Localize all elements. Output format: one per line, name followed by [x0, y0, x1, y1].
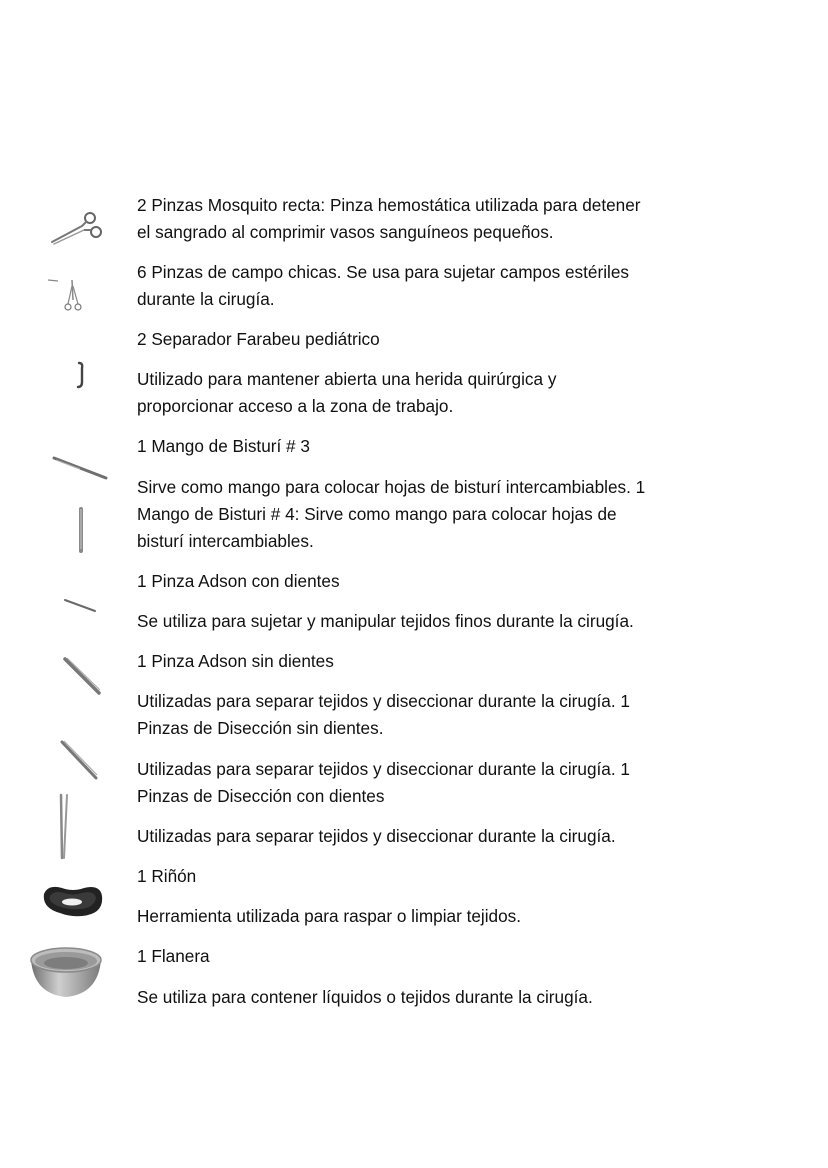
text-line-campo-1: 6 Pinzas de campo chicas. Se usa para sujetar campos estériles: [137, 262, 630, 282]
farabeuf-retractor-icon: [74, 360, 88, 390]
text-line-farabeu-1: Utilizado para mantener abierta una herida quirúrgica y: [137, 369, 557, 389]
dissection-forceps-with-teeth-icon: [54, 792, 74, 862]
adson-forceps-without-teeth-icon: [60, 654, 104, 698]
kidney-dish-icon: [40, 882, 106, 922]
text-line-campo-2: durante la cirugía.: [137, 289, 275, 309]
text-line-diseccion-sin-1: Utilizadas para separar tejidos y diseccionar durante la cirugía. 1: [137, 691, 630, 711]
text-line-rinon-title: 1 Riñón: [137, 866, 197, 886]
text-line-bisturi-1: Sirve como mango para colocar hojas de bisturí intercambiables. 1: [137, 477, 646, 497]
text-line-farabeu-title: 2 Separador Farabeu pediátrico: [137, 329, 380, 349]
text-line-mosquito-2: el sangrado al comprimir vasos sanguíneos pequeños.: [137, 222, 554, 242]
adson-forceps-with-teeth-icon: [62, 596, 98, 616]
scalpel-handle-4-icon: [74, 504, 88, 556]
text-line-bisturi-2: Mango de Bisturi # 4: Sirve como mango para colocar hojas de: [137, 504, 617, 524]
towel-clamp-icon: [44, 274, 88, 314]
text-line-bisturi-3: bisturí intercambiables.: [137, 531, 314, 551]
mosquito-forceps-icon: [48, 208, 106, 248]
text-line-adson-sin-title: 1 Pinza Adson sin dientes: [137, 651, 334, 671]
text-line-diseccion-con-1: Utilizadas para separar tejidos y diseccionar durante la cirugía. 1: [137, 759, 630, 779]
text-line-diseccion-con-2: Pinzas de Disección con dientes: [137, 786, 385, 806]
text-line-farabeu-2: proporcionar acceso a la zona de trabajo.: [137, 396, 454, 416]
text-line-mosquito-1: 2 Pinzas Mosquito recta: Pinza hemostática utilizada para detener: [137, 195, 641, 215]
text-line-adson-con-title: 1 Pinza Adson con dientes: [137, 571, 340, 591]
text-line-rinon-desc: Herramienta utilizada para raspar o limpiar tejidos.: [137, 906, 522, 926]
dissection-forceps-without-teeth-icon: [58, 738, 100, 782]
text-line-adson-con-desc: Se utiliza para sujetar y manipular tejidos finos durante la cirugía.: [137, 611, 634, 631]
text-line-diseccion-con-desc: Utilizadas para separar tejidos y diseccionar durante la cirugía.: [137, 826, 616, 846]
text-line-diseccion-sin-2: Pinzas de Disección sin dientes.: [137, 718, 384, 738]
text-line-bisturi-title: 1 Mango de Bisturí # 3: [137, 436, 310, 456]
text-line-flanera-title: 1 Flanera: [137, 946, 210, 966]
text-line-flanera-desc: Se utiliza para contener líquidos o tejidos durante la cirugía.: [137, 987, 593, 1007]
scalpel-handle-3-icon: [50, 452, 110, 482]
metal-bowl-icon: [28, 942, 104, 1002]
